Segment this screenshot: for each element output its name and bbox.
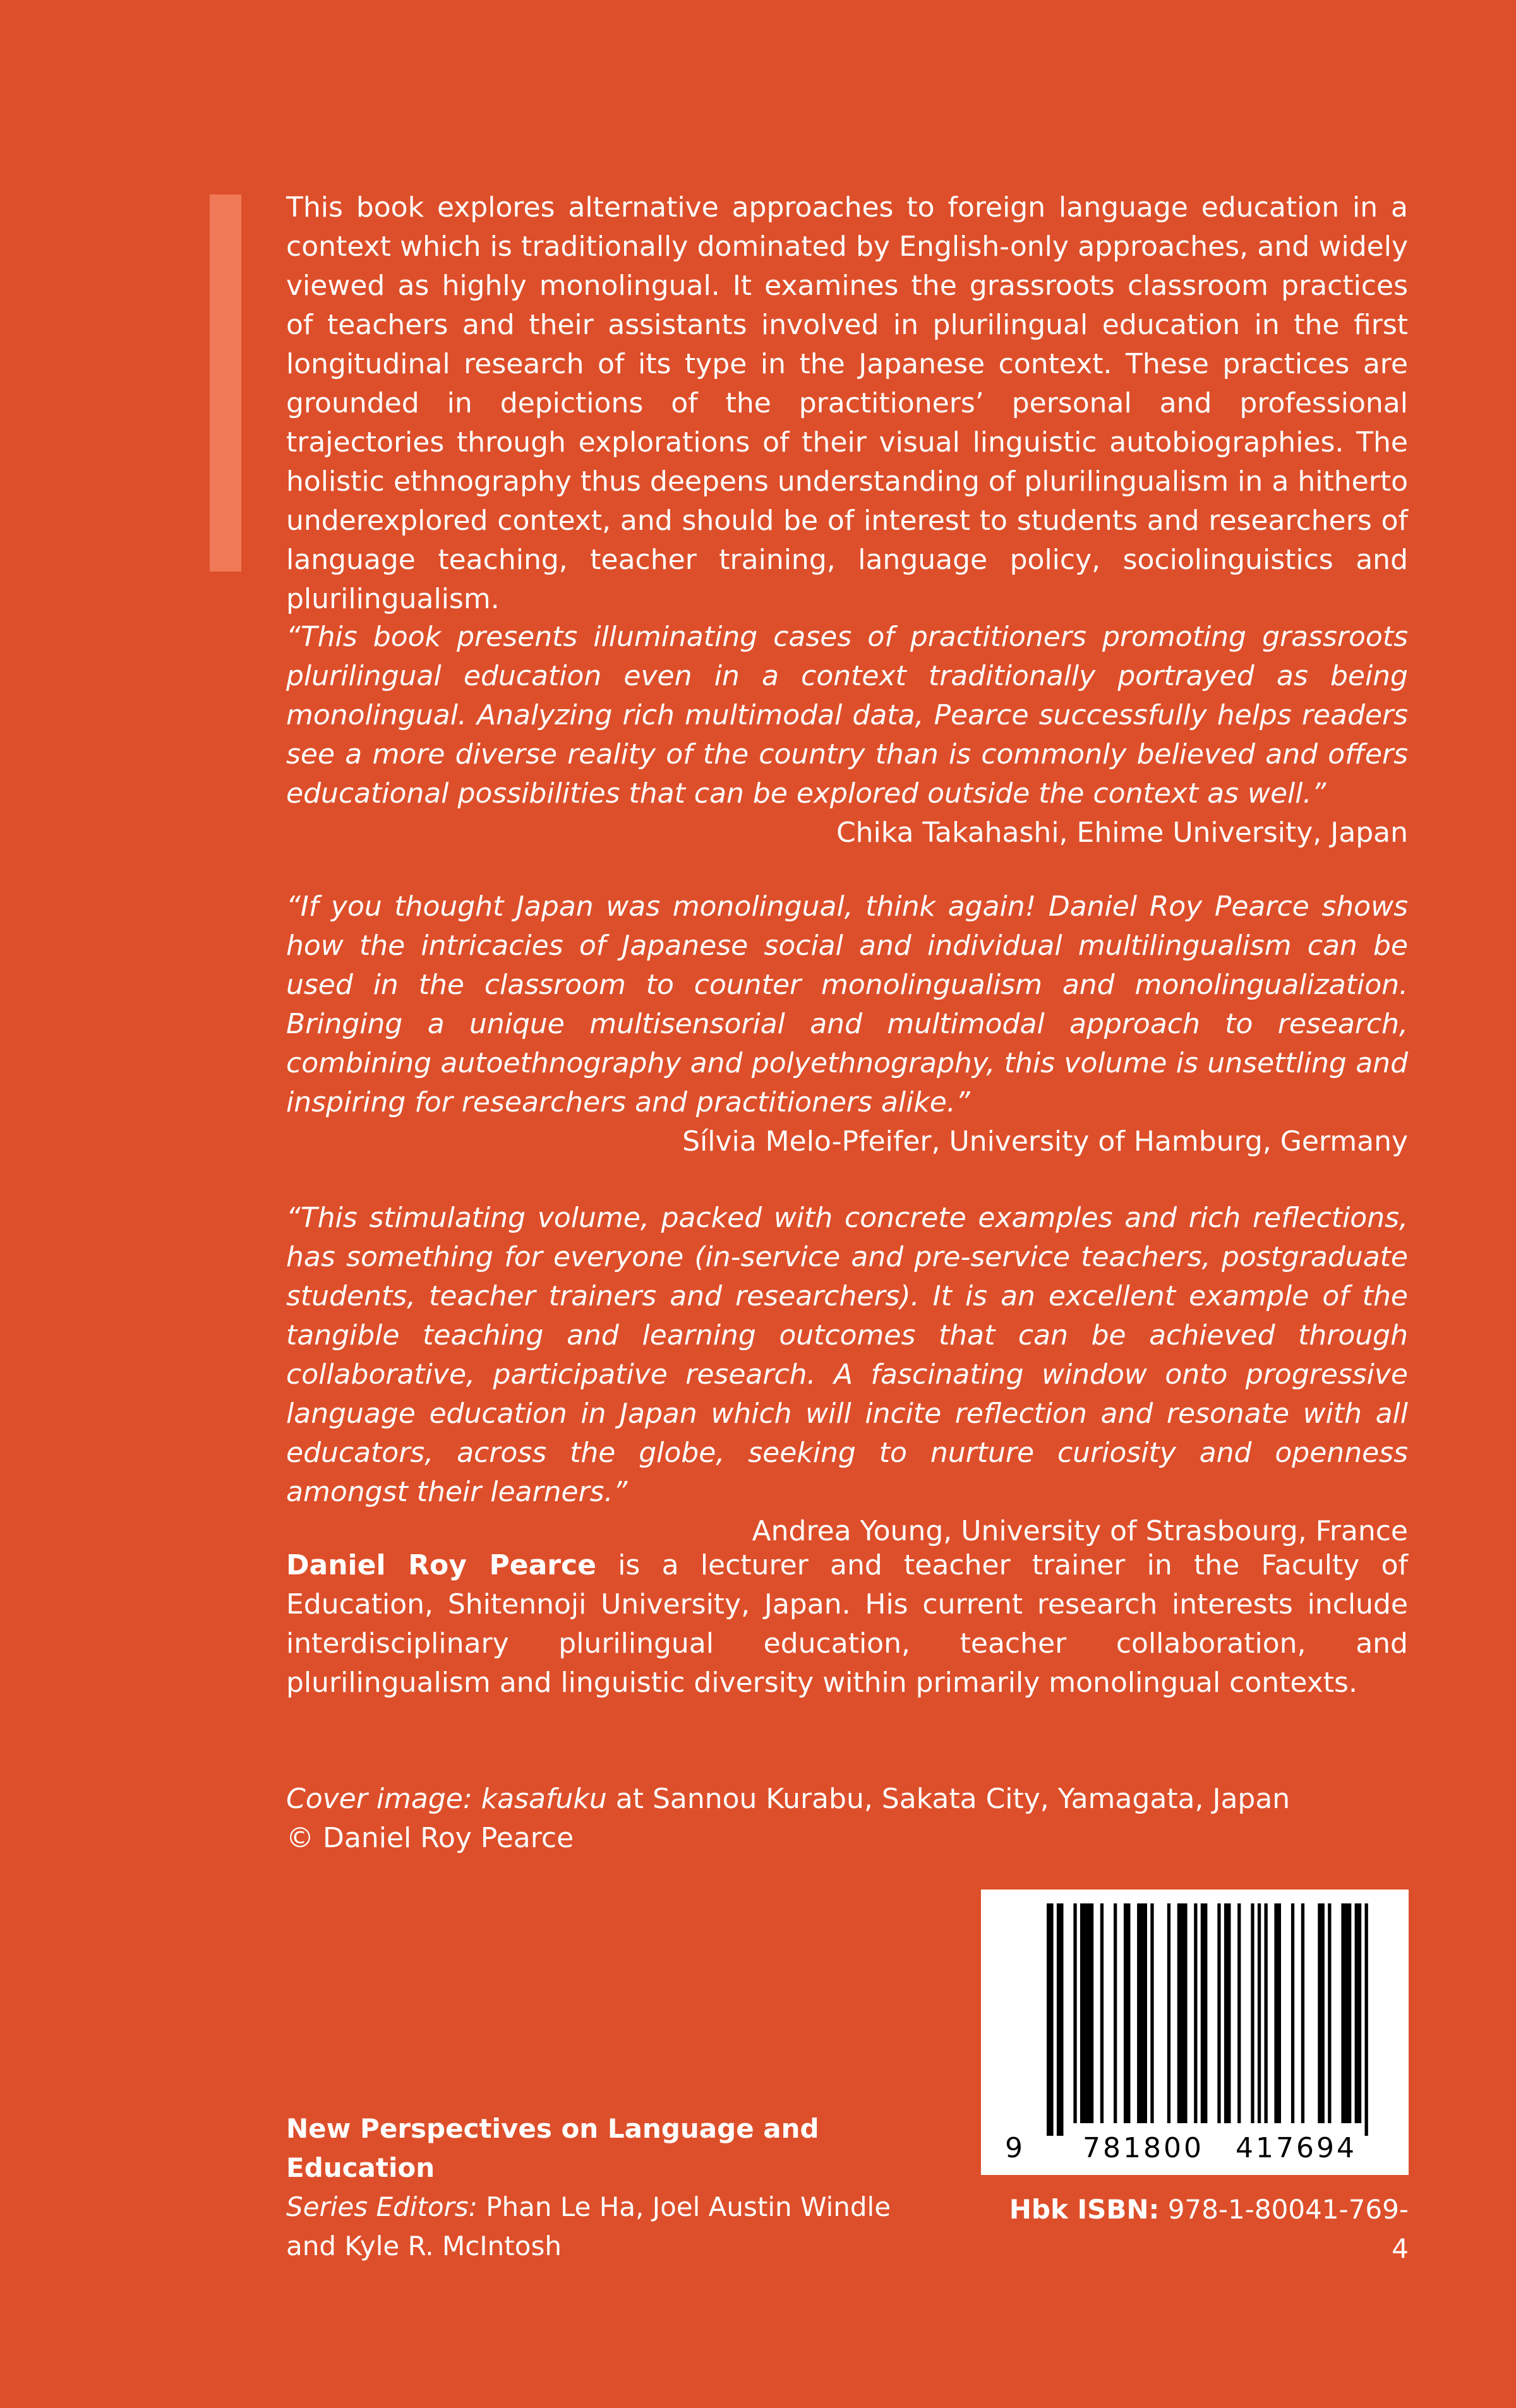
author-bio: [286, 1546, 1408, 1703]
barcode-bar: [1073, 1903, 1076, 2123]
endorsement-attribution: Sílvia Melo-Pfeifer, University of Hamburg, Germany: [682, 1125, 1408, 1158]
endorsement-text: “This stimulating volume, packed with concrete examples and rich reflections, has something for everyone (in-service and pre-service teachers, postgraduate students, teacher trainers and researchers). It is an excellent example of the tangible teaching and learning outcomes that can be achieved through collaborative, participative research. A fascinating window onto progressive language education in Japan which will incite reflection and resonate with all educators, across the globe, seeking to nurture curiosity and openness amongst their learners.”: [286, 1202, 1408, 1508]
author-name: Daniel Roy Pearce: [286, 1549, 596, 1581]
barcode-bar: [1237, 1903, 1241, 2123]
cover-credit-copyright: © Daniel Roy Pearce: [286, 1822, 574, 1854]
barcode-digits-right: 417694: [1236, 2132, 1357, 2164]
endorsement-attribution: Andrea Young, University of Strasbourg, France: [752, 1515, 1408, 1547]
barcode-bar: [1318, 1903, 1325, 2123]
book-blurb: This book explores alternative approaches to foreign language education in a context which is traditionally dominated by English-only approaches, and widely viewed as highly monolingual. It examines the grassroots classroom practices of teachers and their assistants involved in plurilingual education in the first longitudinal research of its type in the Japanese context. These practices are grounded in depictions of the practitioners’ personal and professional trajectories through explorations of their visual linguistic autobiographies. The holistic ethnography thus deepens understanding of plurilingualism in a hitherto underexplored context, and should be of interest to students and researchers of language teaching, teacher training, language policy, sociolinguistics and plurilingualism.: [286, 191, 1408, 615]
isbn: [997, 2190, 1409, 2268]
accent-bar: [210, 195, 241, 572]
cover-credit-title: kasafuku: [481, 1783, 607, 1815]
series-editors-label: Series Editors:: [286, 2191, 478, 2222]
barcode-bar: [1328, 1903, 1331, 2123]
barcode-bar: [1167, 1903, 1170, 2123]
series-editors-line1: [286, 2188, 949, 2227]
barcode-bar: [1265, 1903, 1268, 2123]
barcode-graphic: [981, 1890, 1409, 2175]
series-editors-names: Phan Le Ha, Joel Austin Windle: [477, 2191, 891, 2222]
series-info: [286, 2109, 949, 2266]
endorsement-takahashi: [286, 618, 1408, 853]
cover-credit-label: Cover image:: [286, 1783, 481, 1815]
barcode-digit-first: 9: [1005, 2132, 1023, 2164]
isbn-label: Hbk ISBN:: [1009, 2194, 1160, 2225]
barcode-bar: [1201, 1903, 1208, 2123]
barcode-bar: [1217, 1903, 1220, 2123]
endorsement-attribution: Chika Takahashi, Ehime University, Japan: [836, 817, 1408, 849]
cover-credit-location: at Sannou Kurabu, Sakata City, Yamagata, Japan: [606, 1783, 1290, 1815]
barcode-bar: [1341, 1903, 1351, 2123]
endorsement-young: [286, 1199, 1408, 1551]
endorsement-text: “This book presents illuminating cases of practitioners promoting grassroots plurilingual education even in a context traditionally portrayed as being monolingual. Analyzing rich multimodal data, Pearce successfully helps readers see a more diverse reality of the country than is commonly believed and offers educational possibilities that can be explored outside the context as well.”: [286, 621, 1408, 810]
barcode-bar: [1224, 1903, 1231, 2123]
barcode-bar: [1258, 1903, 1261, 2123]
barcode-bar: [1301, 1903, 1304, 2123]
barcode-digits-left: 781800: [1083, 2132, 1204, 2164]
barcode-bar: [1365, 1903, 1368, 2136]
barcode-bar: [1251, 1903, 1254, 2123]
barcode-bar: [1124, 1903, 1131, 2123]
barcode-bar: [1150, 1903, 1153, 2123]
series-title: New Perspectives on Language and Education: [286, 2113, 819, 2183]
barcode-bar: [1080, 1903, 1093, 2123]
barcode-bar: [1047, 1903, 1054, 2136]
endorsement-text: “If you thought Japan was monolingual, think again! Daniel Roy Pearce shows how the intricacies of Japanese social and individual multilingualism can be used in the classroom to counter monolingualism and monolingualization. Bringing a unique multisensorial and multimodal approach to research, combining autoethnography and polyethnography, this volume is unsettling and inspiring for researchers and practitioners alike.”: [286, 890, 1408, 1118]
series-editors-line2: and Kyle R. McIntosh: [286, 2231, 562, 2261]
isbn-value: 978-1-80041-769-4: [1159, 2194, 1409, 2264]
barcode-bar: [1274, 1903, 1281, 2123]
barcode-bar: [1137, 1903, 1147, 2123]
barcode: [981, 1890, 1409, 2175]
author-bio-text: is a lecturer and teacher trainer in the Faculty of Education, Shitennoji University, Japan. His current research interests include interdisciplinary plurilingual education, teacher collaboration, and plurilingualism and linguistic diversity within primarily monolingual contexts.: [286, 1549, 1408, 1699]
barcode-bar: [1057, 1903, 1064, 2136]
barcode-bar: [1355, 1903, 1362, 2123]
cover-credit: [286, 1780, 1408, 1858]
barcode-bar: [1100, 1903, 1104, 2123]
barcode-bar: [1291, 1903, 1294, 2123]
barcode-bar: [1114, 1903, 1117, 2123]
barcode-bar: [1194, 1903, 1197, 2123]
endorsement-melo-pfeifer: [286, 887, 1408, 1161]
barcode-bar: [1177, 1903, 1188, 2123]
